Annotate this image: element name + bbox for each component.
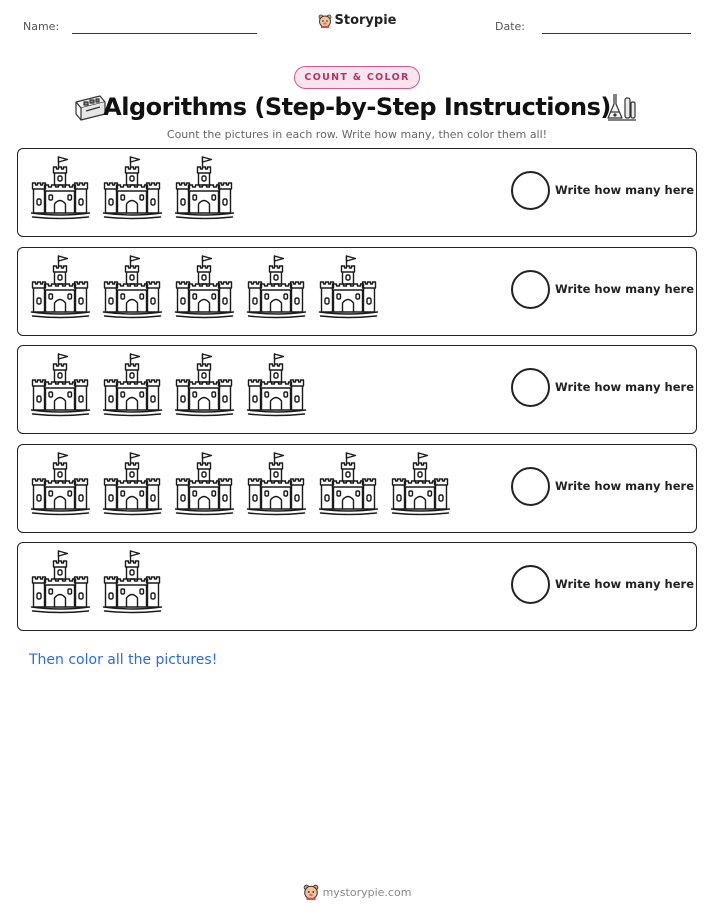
answer-label: Write how many here	[555, 380, 694, 394]
castle-group	[30, 451, 451, 517]
sandcastle-icon[interactable]	[246, 254, 307, 320]
castle-group	[30, 549, 163, 615]
sandcastle-icon[interactable]	[30, 451, 91, 517]
date-label: Date:	[495, 20, 525, 33]
sandcastle-icon[interactable]	[102, 155, 163, 221]
storypie-logo-icon	[318, 14, 332, 28]
answer-circle[interactable]	[511, 171, 550, 210]
sandcastle-icon[interactable]	[390, 451, 451, 517]
instructions-subtitle: Count the pictures in each row. Write how many, then color them all!	[166, 128, 548, 141]
sandcastle-icon[interactable]	[102, 352, 163, 418]
castle-group	[30, 254, 379, 320]
count-row	[17, 148, 697, 237]
sandcastle-icon[interactable]	[30, 155, 91, 221]
answer-circle[interactable]	[511, 467, 550, 506]
count-row	[17, 247, 697, 336]
answer-label: Write how many here	[555, 281, 694, 296]
sandcastle-icon[interactable]	[174, 451, 235, 517]
answer-label: Write how many here	[555, 183, 694, 197]
brand-name: Storypie	[334, 13, 397, 28]
sandcastle-icon[interactable]	[246, 352, 307, 418]
page-title: Algorithms (Step-by-Step Instructions)	[103, 93, 611, 121]
sandcastle-icon[interactable]	[102, 549, 163, 615]
footer-url: mystorypie.com	[322, 885, 412, 899]
name-line[interactable]	[72, 33, 257, 34]
name-label: Name:	[23, 20, 60, 33]
castle-group	[30, 155, 235, 221]
answer-label: Write how many here	[555, 478, 694, 493]
sandcastle-icon[interactable]	[30, 352, 91, 418]
count-color-badge: COUNT & COLOR	[294, 66, 419, 89]
answer-circle[interactable]	[511, 565, 550, 604]
storypie-footer-logo-icon	[303, 884, 319, 900]
footer	[0, 884, 714, 900]
count-row	[17, 444, 697, 533]
sandcastle-icon[interactable]	[102, 254, 163, 320]
sandcastle-icon[interactable]	[246, 451, 307, 517]
sandcastle-icon[interactable]	[102, 451, 163, 517]
sandcastle-icon[interactable]	[30, 549, 91, 615]
date-line[interactable]	[542, 33, 691, 34]
count-row	[17, 345, 697, 434]
answer-label: Write how many here	[555, 577, 694, 591]
sandcastle-icon[interactable]	[318, 451, 379, 517]
lab-flask-icon	[604, 90, 640, 124]
sandcastle-icon[interactable]	[318, 254, 379, 320]
count-row	[17, 542, 697, 631]
sandcastle-icon[interactable]	[30, 254, 91, 320]
answer-circle[interactable]	[511, 368, 550, 407]
brand	[0, 13, 714, 28]
castle-group	[30, 352, 307, 418]
sandcastle-icon[interactable]	[174, 155, 235, 221]
answer-circle[interactable]	[511, 270, 550, 309]
color-note: Then color all the pictures!	[29, 652, 218, 668]
sandcastle-icon[interactable]	[174, 352, 235, 418]
sandcastle-icon[interactable]	[174, 254, 235, 320]
